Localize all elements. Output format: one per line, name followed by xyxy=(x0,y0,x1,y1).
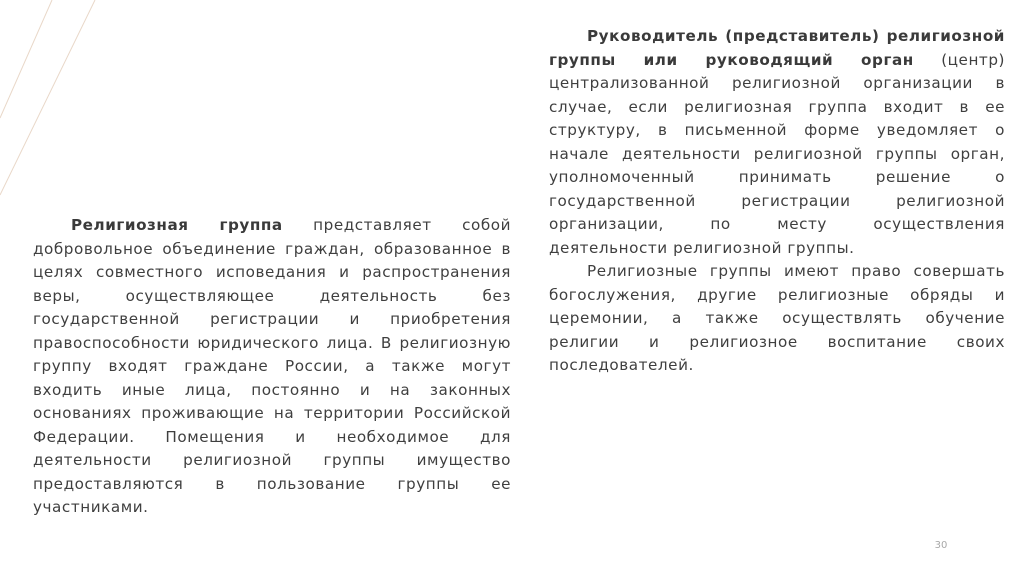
page-number: 30 xyxy=(934,540,948,551)
right-paragraph-2-text: Религиозные группы имеют право совершать богослужения, другие религиозные обряды и церемонии, а также осуществлять обучение религии и религиозное воспитание своих последователей. xyxy=(549,262,1005,374)
right-paragraph-1-text: (центр) централизованной религиозной организации в случае, если религиозная группа входит в ее структуру, в письменной форме уведомляет о начале деятельности религиозной группы орган, уполномоченный принимать решение о государственной регистрации религиозной организации, по месту осуществления деятельности религиозной группы. xyxy=(549,50,1005,257)
right-paragraph-2 xyxy=(549,260,1005,378)
decor-line-2 xyxy=(0,0,52,118)
decor-line-1 xyxy=(0,0,95,195)
term-religious-group: Религиозная группа xyxy=(71,216,283,234)
right-text-block xyxy=(549,25,1005,378)
right-paragraph-1-bold: Руководитель (представитель) религиозной группы или руководящий орган xyxy=(549,27,1005,69)
left-text-block xyxy=(33,214,511,520)
left-paragraph xyxy=(33,214,511,520)
left-paragraph-text: представляет собой добровольное объединение граждан, образованное в целях совместного исповедания и распространения веры, осуществляющее деятельность без государственной регистрации и приобретения правоспособности юридического лица. В религиозную группу входят граждане России, а также могут входить иные лица, постоянно и на законных основаниях проживающие на территории Российской Федерации. Помещения и необходимое для деятельности религиозной группы имущество предоставляются в пользование группы ее участниками. xyxy=(33,216,512,516)
decorative-lines xyxy=(0,0,120,220)
right-paragraph-1 xyxy=(549,25,1005,260)
